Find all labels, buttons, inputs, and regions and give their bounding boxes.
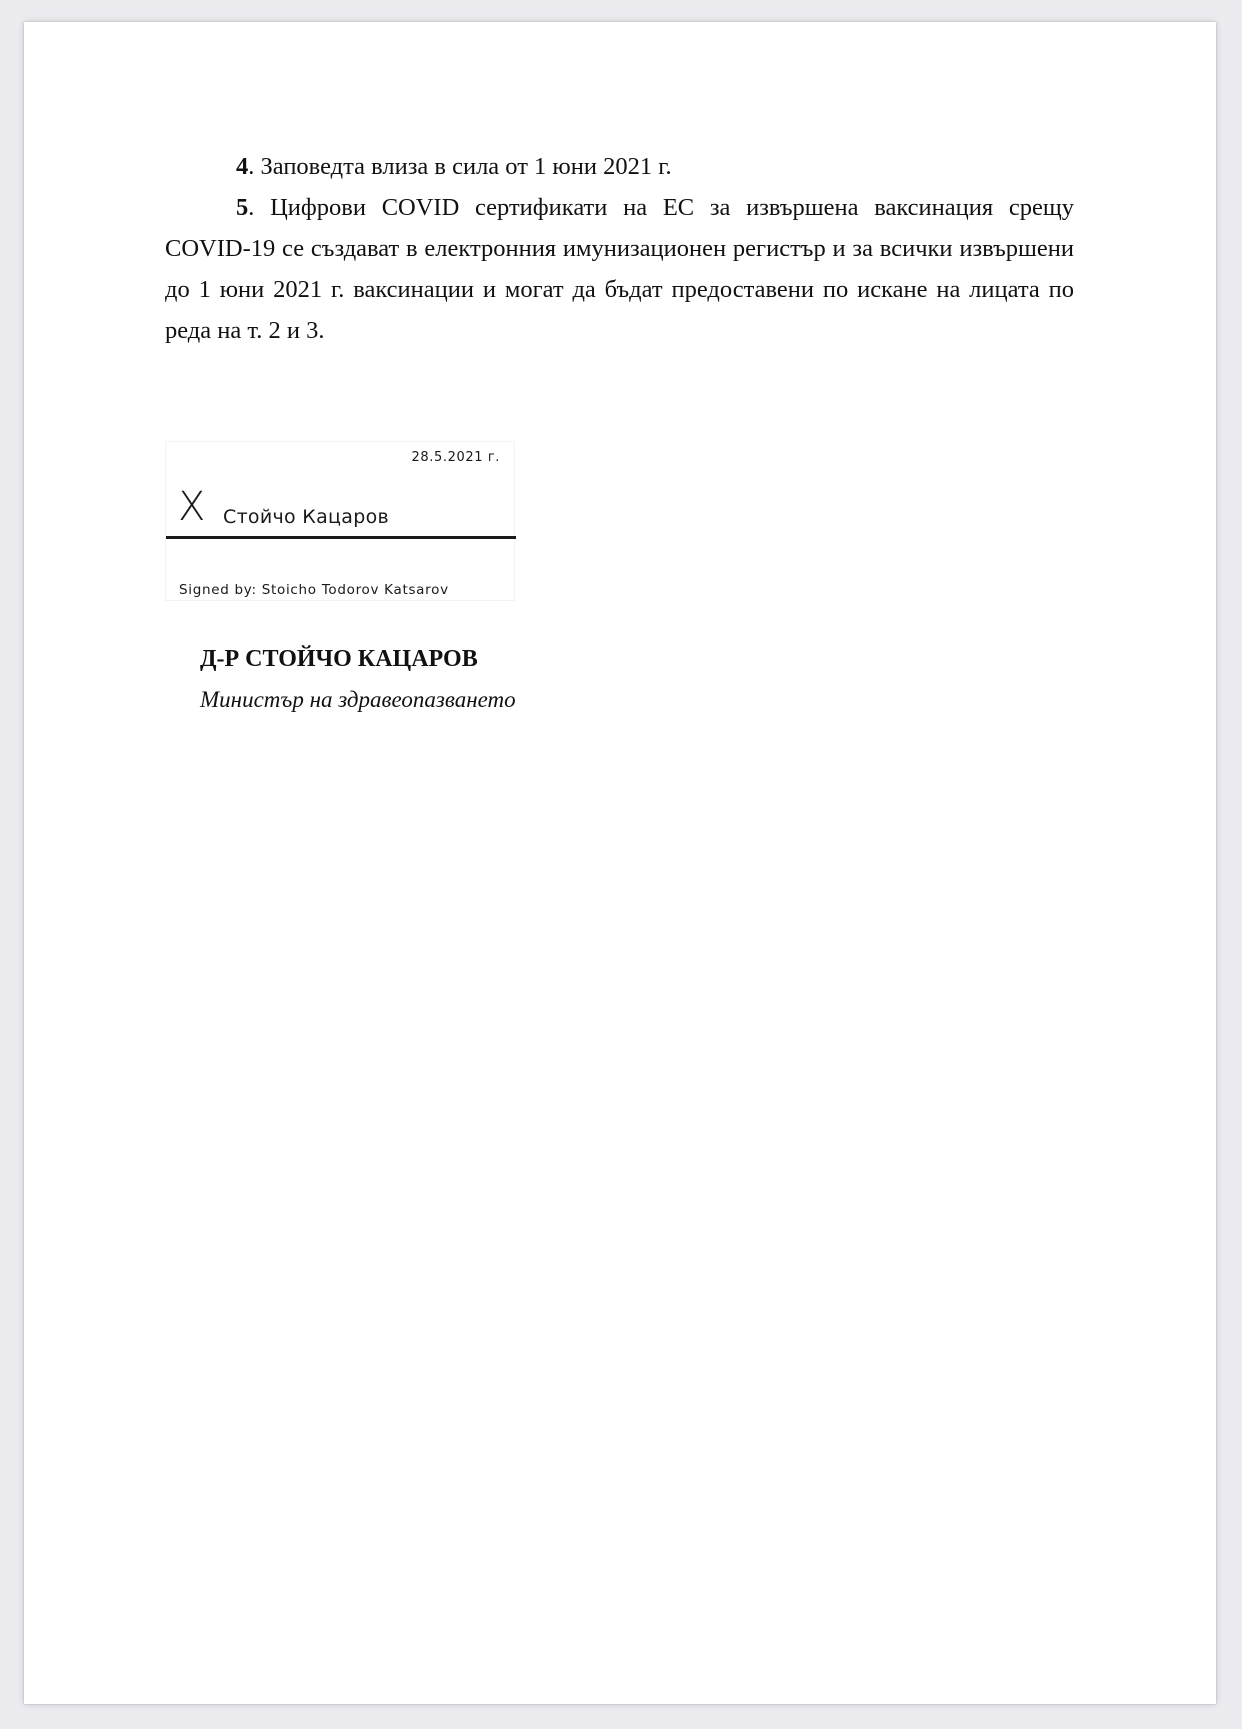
- paragraph-5: [165, 187, 1074, 351]
- signature-signed-by: Signed by: Stoicho Todorov Katsarov: [179, 582, 449, 598]
- digital-signature-box[interactable]: [165, 441, 515, 601]
- paragraph-number: 5: [236, 194, 249, 221]
- signature-mark: X: [178, 484, 206, 530]
- signer-name: Д-Р СТОЙЧО КАЦАРОВ: [200, 646, 478, 672]
- paragraph-text: . Заповедта влиза в сила от 1 юни 2021 г.: [248, 153, 672, 180]
- document-page: [24, 22, 1216, 1704]
- body-text: [165, 146, 1074, 351]
- signer-title: Министър на здравеопазването: [200, 687, 516, 712]
- paragraph-4: [165, 146, 1074, 187]
- signature-date: 28.5.2021 г.: [411, 450, 500, 465]
- signature-line: [166, 536, 516, 539]
- paragraph-text: . Цифрови COVID сертификати на ЕС за извършена ваксинация срещу COVID-19 се създават в електронния имунизационен регистър и за всички извършени до 1 юни 2021 г. ваксинации и могат да бъдат предоставени по искане на лицата по реда на т. 2 и 3.: [165, 194, 1074, 344]
- paragraph-number: 4: [236, 153, 249, 180]
- signature-name: Стойчо Кацаров: [223, 506, 389, 528]
